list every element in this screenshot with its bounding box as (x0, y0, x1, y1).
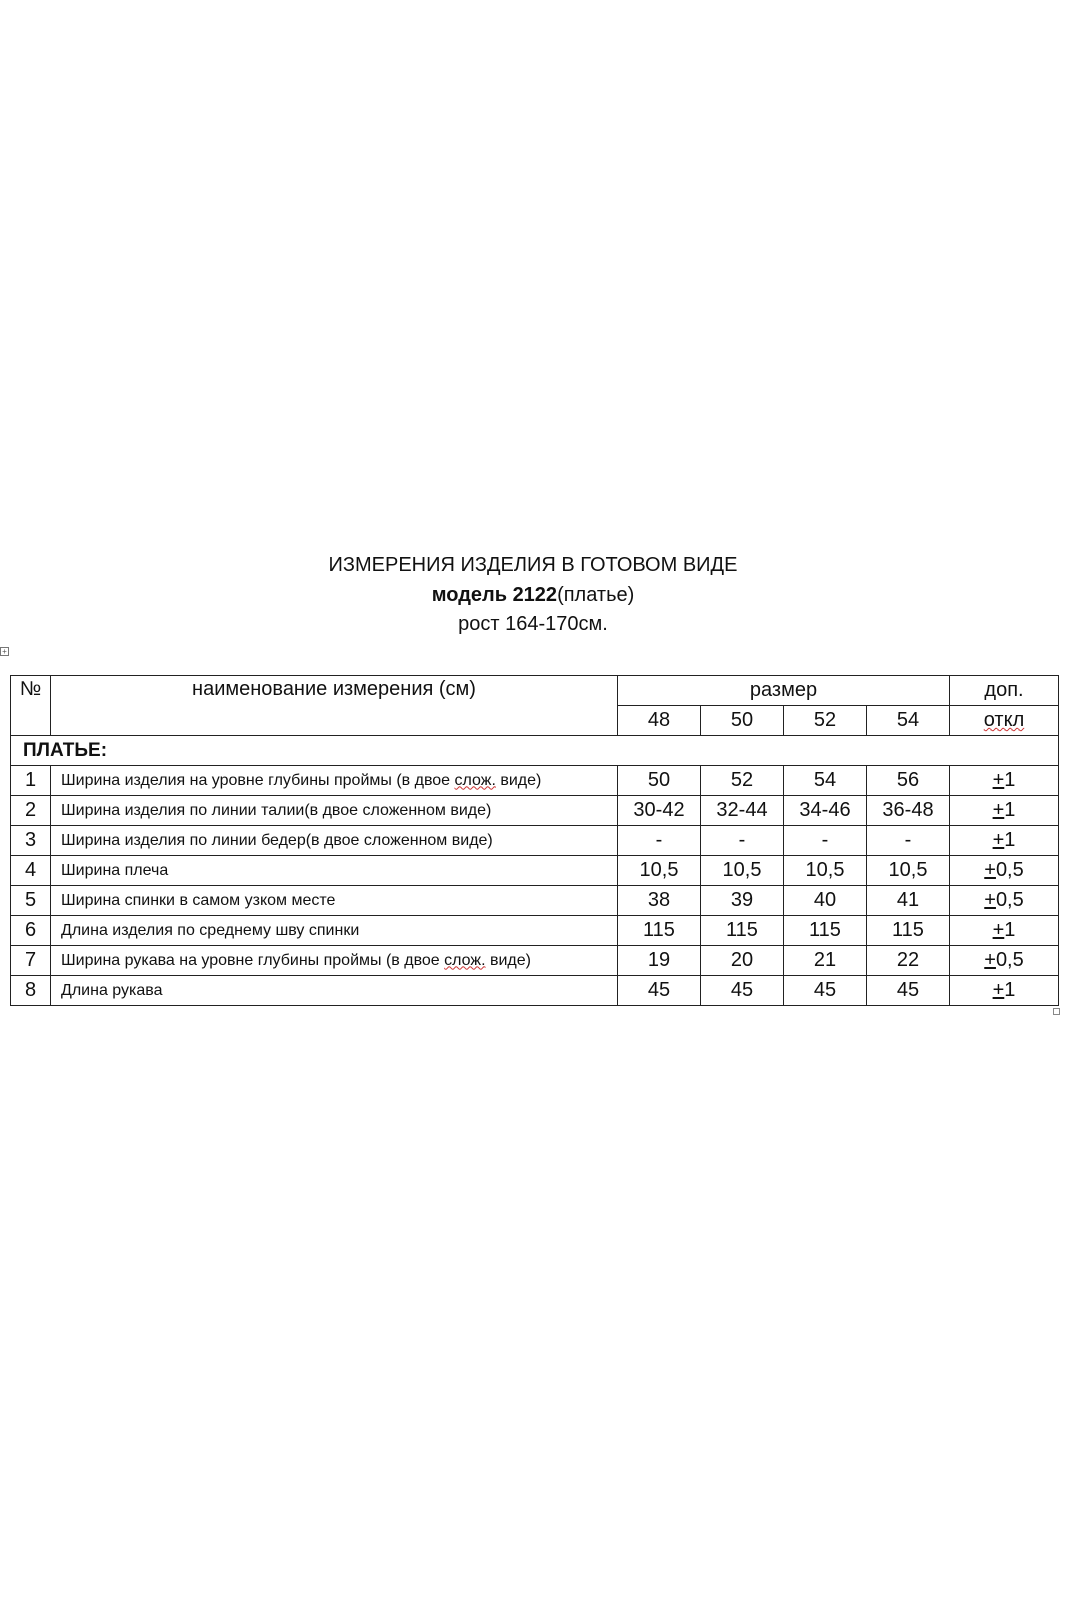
tolerance-cell (950, 856, 1059, 886)
value-cell: 10,5 (867, 856, 950, 886)
name-part: Ширина рукава на уровне глубины проймы (в двое (61, 951, 445, 969)
value-cell: 45 (618, 976, 701, 1006)
value-cell: 50 (618, 766, 701, 796)
column-size-header: размер (618, 676, 950, 706)
value-cell: 56 (867, 766, 950, 796)
value-cell: 10,5 (618, 856, 701, 886)
tolerance-value: 0,5 (995, 889, 1024, 911)
value-cell: 45 (784, 976, 867, 1006)
document-title: ИЗМЕРЕНИЯ ИЗДЕЛИЯ В ГОТОВОМ ВИДЕ (328, 554, 738, 576)
tolerance-value: 0,5 (995, 949, 1024, 971)
measurement-name (51, 856, 618, 886)
value-cell: 22 (867, 946, 950, 976)
value-cell: 54 (784, 766, 867, 796)
row-number: 2 (11, 796, 51, 826)
measurement-name (51, 826, 618, 856)
value-cell: 32-44 (701, 796, 784, 826)
model-type: (платье) (557, 584, 635, 606)
column-tolerance-header: доп. (950, 676, 1059, 706)
value-cell: - (618, 826, 701, 856)
tolerance-sign: + (984, 949, 996, 971)
name-part: Ширина изделия по линии бедер(в двое сложенном виде) (61, 831, 493, 849)
value-cell: 38 (618, 886, 701, 916)
measurement-name (51, 916, 618, 946)
row-number: 8 (11, 976, 51, 1006)
column-tolerance-subheader (950, 706, 1059, 736)
section-label: ПЛАТЬЕ: (11, 736, 1059, 766)
measurement-name (51, 946, 618, 976)
row-number: 6 (11, 916, 51, 946)
value-cell: 39 (701, 886, 784, 916)
name-part: Длина изделия по среднему шву спинки (61, 921, 360, 939)
row-number: 1 (11, 766, 51, 796)
tolerance-cell (950, 916, 1059, 946)
tolerance-sign: + (992, 769, 1005, 791)
name-part: виде) (485, 951, 531, 969)
tolerance-sign: + (984, 859, 996, 881)
table-row (11, 826, 1059, 856)
tolerance-value: 1 (1004, 919, 1016, 941)
value-cell: 115 (618, 916, 701, 946)
tolerance-cell (950, 826, 1059, 856)
value-cell: 40 (784, 886, 867, 916)
table-row (11, 946, 1059, 976)
tolerance-cell (950, 976, 1059, 1006)
table-row (11, 886, 1059, 916)
measurement-name (51, 796, 618, 826)
size-cell: 52 (784, 706, 867, 736)
name-part: виде) (495, 771, 542, 789)
tolerance-sign: + (984, 889, 996, 911)
value-cell: 41 (867, 886, 950, 916)
value-cell: 115 (701, 916, 784, 946)
value-cell: 52 (701, 766, 784, 796)
row-number: 5 (11, 886, 51, 916)
value-cell: 10,5 (784, 856, 867, 886)
name-part: Ширина спинки в самом узком месте (61, 891, 336, 909)
name-part: Длина рукава (61, 981, 163, 999)
tolerance-value: 1 (1004, 979, 1016, 1001)
table-row (11, 976, 1059, 1006)
value-cell: 30-42 (618, 796, 701, 826)
row-number: 7 (11, 946, 51, 976)
tolerance-value: 1 (1004, 769, 1016, 791)
value-cell: 115 (784, 916, 867, 946)
row-number: 4 (11, 856, 51, 886)
value-cell: - (701, 826, 784, 856)
name-part: Ширина плеча (61, 861, 169, 879)
table-move-handle-icon[interactable]: + (0, 647, 9, 656)
row-number: 3 (11, 826, 51, 856)
value-cell: 45 (701, 976, 784, 1006)
size-cell: 48 (618, 706, 701, 736)
table-resize-handle-icon[interactable] (1053, 1008, 1060, 1015)
value-cell: 45 (867, 976, 950, 1006)
tolerance-sign: + (992, 799, 1005, 821)
name-part-flagged: слож. (454, 771, 496, 789)
model-number: модель 2122 (431, 584, 558, 606)
tolerance-cell (950, 796, 1059, 826)
value-cell: - (867, 826, 950, 856)
tolerance-cell (950, 946, 1059, 976)
value-cell: 10,5 (701, 856, 784, 886)
tolerance-value: 0,5 (995, 859, 1024, 881)
size-cell: 54 (867, 706, 950, 736)
table-row (11, 856, 1059, 886)
measurement-name (51, 766, 618, 796)
measurements-table (10, 675, 1059, 1006)
tolerance-value: 1 (1004, 799, 1016, 821)
name-part: Ширина изделия по линии талии(в двое сложенном виде) (61, 801, 492, 819)
tolerance-cell (950, 766, 1059, 796)
value-cell: - (784, 826, 867, 856)
tolerance-value: 1 (1004, 829, 1016, 851)
measurement-name (51, 976, 618, 1006)
header-row (11, 676, 1059, 706)
column-name-header: наименование измерения (см) (51, 676, 618, 736)
table-row (11, 796, 1059, 826)
table-row (11, 766, 1059, 796)
value-cell: 115 (867, 916, 950, 946)
tolerance-cell (950, 886, 1059, 916)
value-cell: 34-46 (784, 796, 867, 826)
tolerance-sign: + (992, 979, 1005, 1001)
name-part: Ширина изделия на уровне глубины проймы (в двое (61, 771, 455, 789)
height-line: рост 164-170см. (458, 613, 608, 635)
tolerance-sign: + (992, 919, 1005, 941)
section-row (11, 736, 1059, 766)
value-cell: 19 (618, 946, 701, 976)
value-cell: 21 (784, 946, 867, 976)
tolerance-subheader-text: откл (983, 709, 1025, 731)
value-cell: 36-48 (867, 796, 950, 826)
name-part-flagged: слож. (444, 951, 486, 969)
column-number-header: № (11, 676, 51, 736)
size-cell: 50 (701, 706, 784, 736)
model-line (0, 583, 1066, 607)
table-row (11, 916, 1059, 946)
measurement-name (51, 886, 618, 916)
value-cell: 20 (701, 946, 784, 976)
tolerance-sign: + (992, 829, 1005, 851)
